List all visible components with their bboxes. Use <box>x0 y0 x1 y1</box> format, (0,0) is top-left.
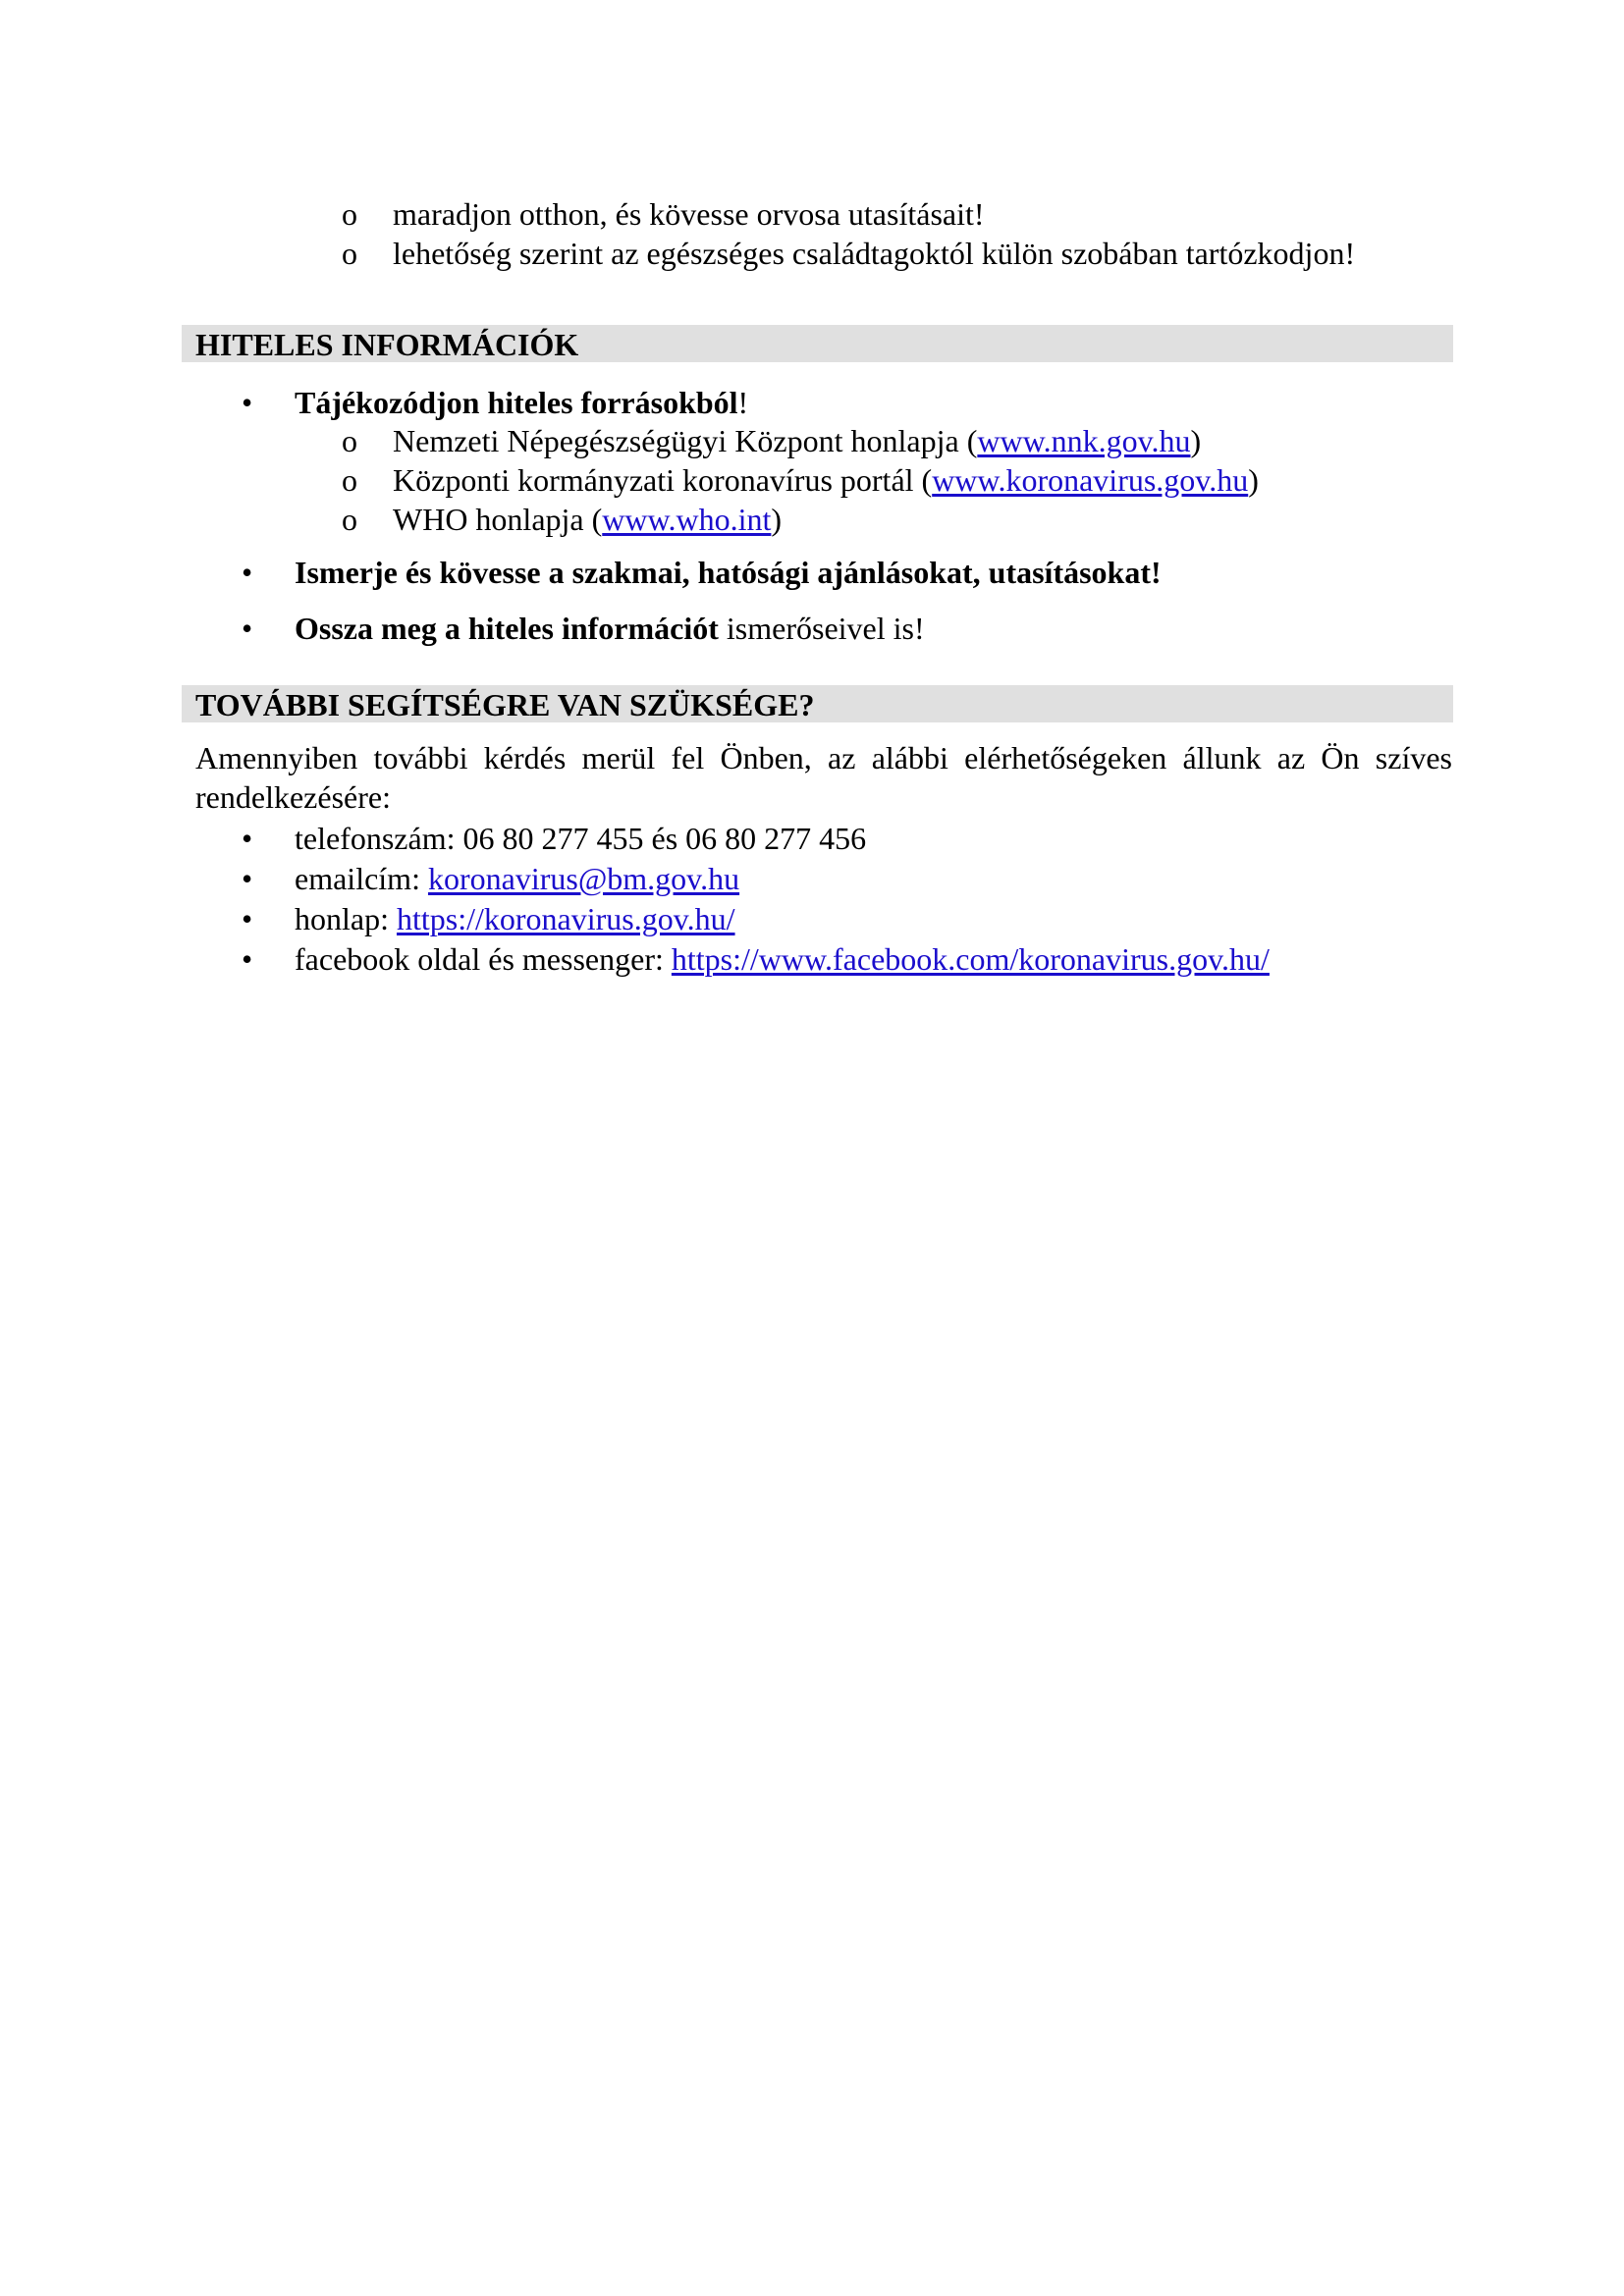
list-item <box>342 460 1259 500</box>
contact-item-phone <box>242 819 1270 859</box>
bullet-icon: • <box>242 555 253 590</box>
list-item <box>342 194 1355 234</box>
list-item <box>342 234 1355 273</box>
plain-text: ismerőseivel is! <box>718 611 925 646</box>
source-prefix: Nemzeti Népegészségügyi Központ honlapja ( <box>393 423 978 458</box>
circle-bullet-icon: o <box>342 502 357 537</box>
circle-bullet-icon: o <box>342 236 357 271</box>
website-link[interactable]: https://koronavirus.gov.hu/ <box>396 901 735 936</box>
bullet-icon: • <box>242 611 253 646</box>
source-suffix: ) <box>1190 423 1202 458</box>
list-item <box>342 421 1259 460</box>
facebook-label: facebook oldal és messenger: <box>295 941 672 977</box>
list-item-text: maradjon otthon, és kövesse orvosa utasításait! <box>393 196 985 232</box>
bullet-icon: • <box>242 861 253 896</box>
section-heading-hiteles: HITELES INFORMÁCIÓK <box>182 325 1453 362</box>
contact-paragraph: Amennyiben további kérdés merül fel Önben, az alábbi elérhetőségeken állunk az Ön szíves rendelkezésére: <box>195 740 1452 815</box>
contact-item-email <box>242 859 1270 899</box>
contact-item-facebook <box>242 939 1270 980</box>
bullet-text <box>295 553 1162 592</box>
bullet-text <box>295 383 748 422</box>
bullet-icon: • <box>242 941 253 977</box>
email-label: emailcím: <box>295 861 428 896</box>
koronavirus-portal-link[interactable]: www.koronavirus.gov.hu <box>932 462 1249 498</box>
bullet-icon: • <box>242 385 253 420</box>
contacts-list <box>242 819 1270 980</box>
bullet-text <box>295 609 925 648</box>
bold-text: Tájékozódjon hiteles forrásokból <box>295 385 738 420</box>
bullet-icon: • <box>242 901 253 936</box>
website-label: honlap: <box>295 901 397 936</box>
who-link[interactable]: www.who.int <box>602 502 772 537</box>
circle-bullet-icon: o <box>342 462 357 498</box>
circle-bullet-icon: o <box>342 423 357 458</box>
sources-sub-list <box>342 421 1259 539</box>
list-item <box>342 500 1259 539</box>
nnk-link[interactable]: www.nnk.gov.hu <box>977 423 1191 458</box>
source-prefix: Központi kormányzati koronavírus portál ( <box>393 462 933 498</box>
top-sub-list <box>342 194 1355 273</box>
source-prefix: WHO honlapja ( <box>393 502 603 537</box>
facebook-link[interactable]: https://www.facebook.com/koronavirus.gov.hu/ <box>671 941 1270 977</box>
circle-bullet-icon: o <box>342 196 357 232</box>
bold-text: Ossza meg a hiteles információt <box>295 611 719 646</box>
phone-text: telefonszám: 06 80 277 455 és 06 80 277 456 <box>295 821 867 856</box>
source-suffix: ) <box>771 502 783 537</box>
plain-text: ! <box>737 385 749 420</box>
source-suffix: ) <box>1248 462 1259 498</box>
list-item-text: lehetőség szerint az egészséges családtagoktól külön szobában tartózkodjon! <box>393 236 1356 271</box>
contact-item-website <box>242 899 1270 939</box>
bullet-icon: • <box>242 821 253 856</box>
section-heading-tovabbi: TOVÁBBI SEGÍTSÉGRE VAN SZÜKSÉGE? <box>182 685 1453 722</box>
bold-text: Ismerje és kövesse a szakmai, hatósági ajánlásokat, utasításokat! <box>295 555 1162 590</box>
email-link[interactable]: koronavirus@bm.gov.hu <box>427 861 740 896</box>
